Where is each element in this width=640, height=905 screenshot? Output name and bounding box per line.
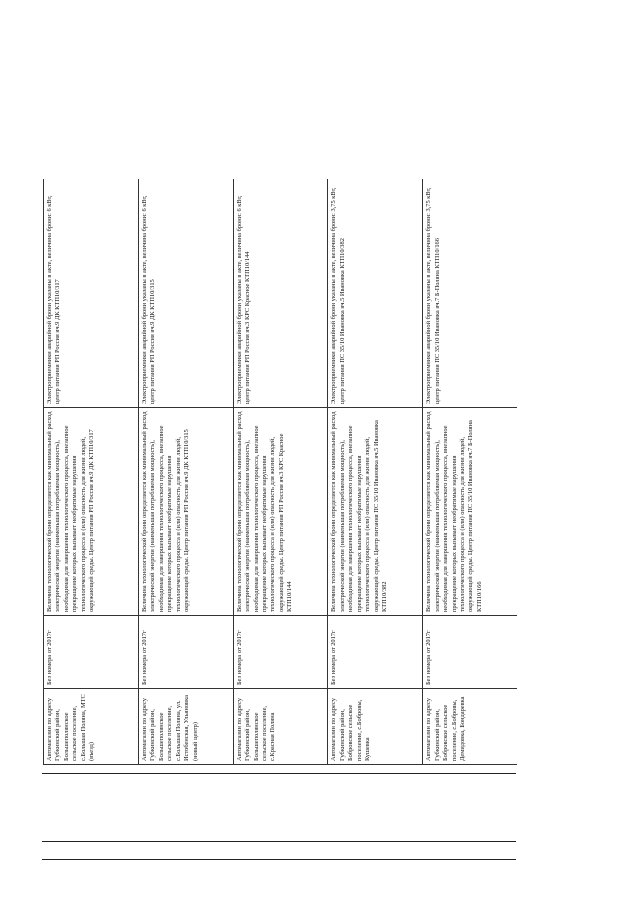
description-cell: Величина технологической брони определяется как минимальный расход электрической энергии (наименьшая потребляемая мощность), необходимая для завершения технологического процесса, внезапное прекращение которых вызывает необратимые нарушения технологического процесса и (или) опасность для жизни людей, окружающей среды. Центр питания РП Россия яч.9 ДК КТП10/315 (138, 408, 233, 616)
description-cell: Величина технологической брони определяется как минимальный расход электрической энергии (наименьшая потребляемая мощность), необходимая для завершения технологического процесса, внезапное прекращение которых вызывает необратимые нарушения технологического процесса и (или) опасность для жизни людей, окружающей среды. Центр питания РП Россия яч.9 ДК КТП10/317 (44, 408, 139, 616)
table-row (44, 179, 139, 765)
contract-cell: Без номера от 2017г (233, 616, 328, 689)
reserve-cell: Электроприемники аварийной брони указаны в акте, величина брони: 3,75 кВт, центр питания ПС 35/10 Ивановка яч.7 Б-Поляна КТП10/166 (423, 179, 517, 408)
location-cell: Автомагазин по адресу Губкинский район, Бобровское сельское поселение, с.Бобровы, Демидовка, Бондаревка (423, 689, 517, 765)
location-cell: Автомагазин по адресу Губкинский район, Большеполянское сельское поселение, с.Большая Поляна, ул. Истобенская, Ульяновка (новый центр) (138, 689, 233, 765)
contract-cell: Без номера от 2017г (423, 616, 517, 689)
contract-cell: Без номера от 2017г (328, 616, 423, 689)
location-cell: Автомагазин по адресу Губкинский район, Большеполянское сельское поселение, с.Красная Поляна (233, 689, 328, 765)
description-cell: Величина технологической брони определяется как минимальный расход электрической энергии (наименьшая потребляемая мощность), необходимая для завершения технологического процесса, внезапное прекращение которых вызывает необратимые нарушения технологического процесса и (или) опасность для жизни людей, окружающей среды. Центр питания РП Россия яч.3 КРС Красное КТП10/144 (233, 408, 328, 616)
reserve-table (43, 179, 517, 765)
horizontal-rule (42, 859, 516, 860)
reserve-cell: Электроприемники аварийной брони указаны в акте, величина брони: 6 кВт, центр питания РП Россия яч.9 ДК КТП10/315 (138, 179, 233, 408)
reserve-cell: Электроприемники аварийной брони указаны в акте, величина брони: 6 кВт, центр питания РП Россия яч.3 КРС Красное КТП10/144 (233, 179, 328, 408)
reserve-cell: Электроприемники аварийной брони указаны в акте, величина брони: 6 кВт, центр питания РП Россия яч.9 ДК КТП10/317 (44, 179, 139, 408)
contract-cell: Без номера от 2017г (44, 616, 139, 689)
reserve-cell: Электроприемники аварийной брони указаны в акте, величина брони: 3,75 кВт, центр питания ПС 35/10 Ивановка яч.5 Ивановка КТП10/382 (328, 179, 423, 408)
table-row (138, 179, 233, 765)
table-row (423, 179, 517, 765)
horizontal-rule (42, 773, 516, 774)
table-row (233, 179, 328, 765)
description-cell: Величина технологической брони определяется как минимальный расход электрической энергии (наименьшая потребляемая мощность), необходимая для завершения технологического процесса, внезапное прекращение которых вызывает необратимые нарушения технологического процесса и (или) опасность для жизни людей, окружающей среды. Центр питания ПС 35/10 Ивановка яч.5 Ивановка КТП10/382 (328, 408, 423, 616)
description-cell: Величина технологической брони определяется как минимальный расход электрической энергии (наименьшая потребляемая мощность), необходимая для завершения технологического процесса, внезапное прекращение которых вызывает необратимые нарушения технологического процесса и (или) опасность для жизни людей, окружающей среды. Центр питания ПС 35/10 Ивановка яч.7 Б-Поляна КТП10/166 (423, 408, 517, 616)
horizontal-rule (42, 841, 516, 842)
table-row (328, 179, 423, 765)
location-cell: Автомагазин по адресу Губкинский район, Бобровское сельское поселение, с.Бобровы, Кушевка (328, 689, 423, 765)
location-cell: Автомагазин по адресу Губкинский район, Большеполянское сельское поселение, с.Большая Поляна, МТС (въезд) (44, 689, 139, 765)
rotated-table-container (43, 179, 517, 765)
contract-cell: Без номера от 2017г (138, 616, 233, 689)
